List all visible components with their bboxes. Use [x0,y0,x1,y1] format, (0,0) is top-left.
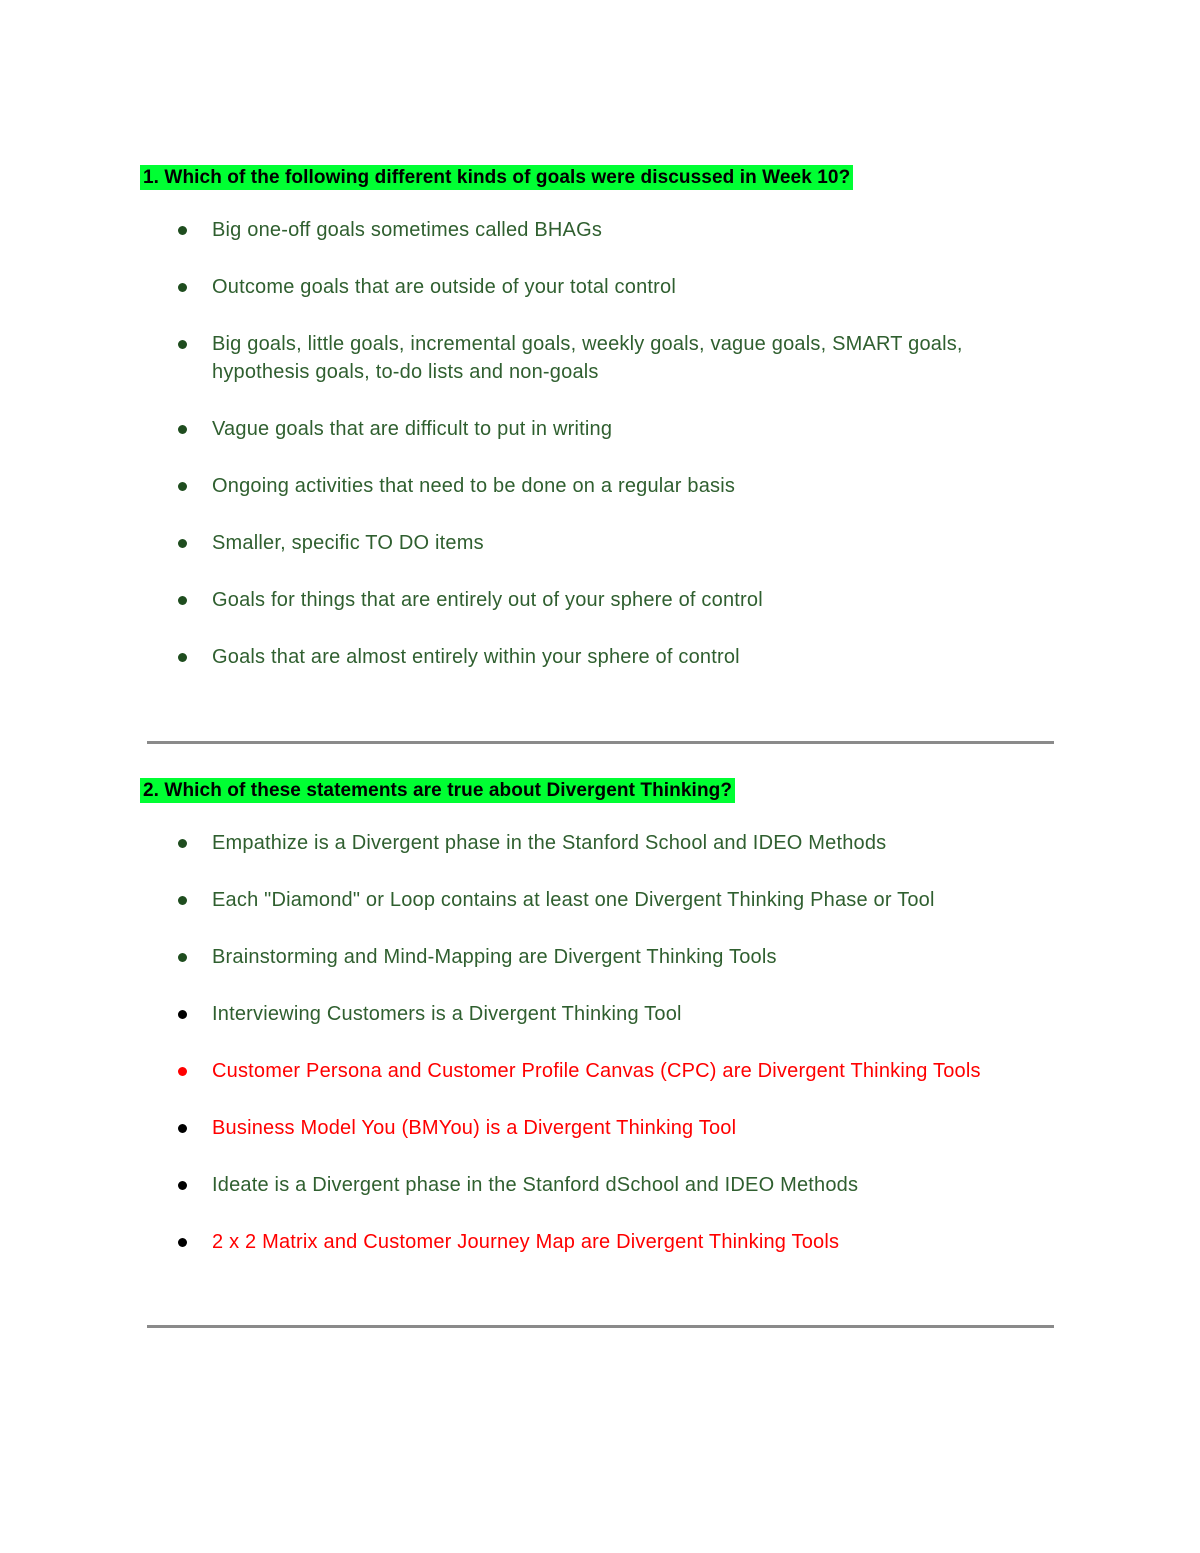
bullet-icon [178,653,187,662]
answer-text: Each "Diamond" or Loop contains at least one Divergent Thinking Phase or Tool [212,889,935,911]
question-2-title: 2. Which of these statements are true about Divergent Thinking? [140,778,735,803]
bullet-icon [178,1067,187,1076]
bullet-icon [178,1124,187,1133]
answer-item [140,943,1032,971]
bullet-icon [178,596,187,605]
answer-item [140,415,1032,443]
answer-item [140,1114,1032,1142]
bullet-icon [178,1010,187,1019]
answer-text: Customer Persona and Customer Profile Canvas (CPC) are Divergent Thinking Tools [212,1060,981,1082]
bullet-icon [178,340,187,349]
bullet-icon [178,425,187,434]
bullet-icon [178,839,187,848]
answer-item [140,586,1032,614]
section-divider [147,741,1054,744]
answer-text: Ideate is a Divergent phase in the Stanford dSchool and IDEO Methods [212,1174,859,1196]
answer-text: 2 x 2 Matrix and Customer Journey Map are Divergent Thinking Tools [212,1231,840,1253]
answer-text: Smaller, specific TO DO items [212,532,484,554]
answer-text: Empathize is a Divergent phase in the Stanford School and IDEO Methods [212,832,887,854]
answer-text: Vague goals that are difficult to put in writing [212,418,613,440]
answer-item [140,1228,1032,1256]
answer-text: Ongoing activities that need to be done on a regular basis [212,475,736,497]
bullet-icon [178,283,187,292]
answer-item [140,1057,1032,1085]
question-2 [140,778,1032,1256]
question-1 [140,165,1032,671]
answer-item [140,829,1032,857]
answer-text: Goals for things that are entirely out of your sphere of control [212,589,763,611]
answer-item [140,330,1032,386]
answer-text: Big goals, little goals, incremental goals, weekly goals, vague goals, SMART goals, hypothesis goals, to-do lists and non-goals [212,333,963,383]
question-1-title: 1. Which of the following different kinds of goals were discussed in Week 10? [140,165,853,190]
bullet-icon [178,1238,187,1247]
answer-text: Brainstorming and Mind-Mapping are Divergent Thinking Tools [212,946,777,968]
question-1-answers [140,216,1032,671]
answer-item [140,643,1032,671]
answer-text: Interviewing Customers is a Divergent Thinking Tool [212,1003,682,1025]
answer-item [140,1171,1032,1199]
bullet-icon [178,953,187,962]
section-divider [147,1325,1054,1328]
answer-item [140,529,1032,557]
answer-item [140,1000,1032,1028]
answer-item [140,886,1032,914]
bullet-icon [178,482,187,491]
answer-item [140,472,1032,500]
answer-item [140,216,1032,244]
bullet-icon [178,539,187,548]
answer-text: Goals that are almost entirely within your sphere of control [212,646,740,668]
bullet-icon [178,1181,187,1190]
question-2-answers [140,829,1032,1256]
answer-text: Outcome goals that are outside of your total control [212,276,676,298]
answer-text: Business Model You (BMYou) is a Divergent Thinking Tool [212,1117,737,1139]
answer-item [140,273,1032,301]
bullet-icon [178,896,187,905]
bullet-icon [178,226,187,235]
answer-text: Big one-off goals sometimes called BHAGs [212,219,603,241]
